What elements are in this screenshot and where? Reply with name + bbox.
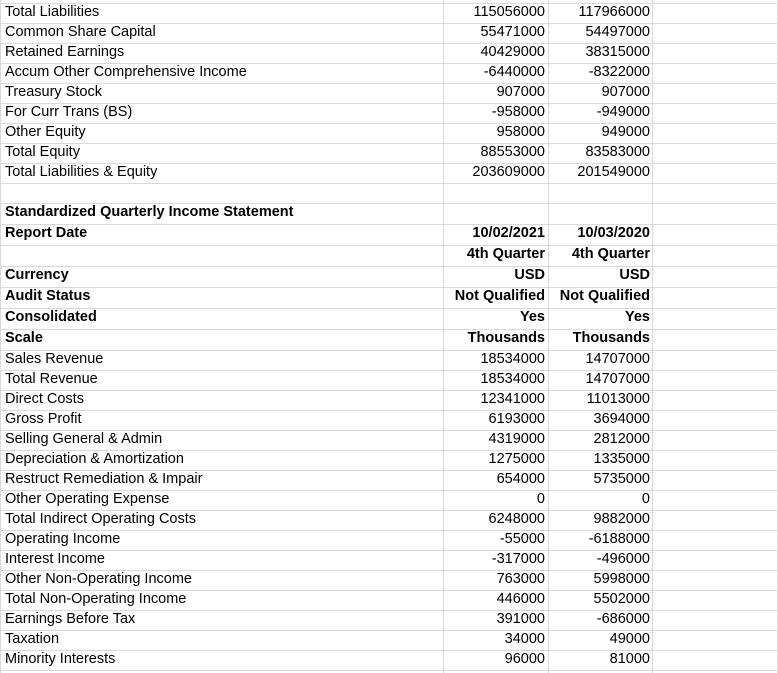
grid-line — [0, 670, 778, 671]
grid-line — [0, 245, 778, 246]
income-row-label[interactable]: Total Indirect Operating Costs — [5, 511, 197, 527]
income-row-label[interactable]: Taxation — [5, 631, 60, 647]
grid-line — [0, 308, 778, 309]
income-header-row-value-2021[interactable]: Not Qualified — [454, 288, 545, 304]
income-row-value-2020[interactable]: 0 — [641, 491, 650, 507]
balance-row-value-2021[interactable]: 55471000 — [480, 24, 545, 40]
income-row-value-2020[interactable]: -6188000 — [588, 531, 650, 547]
grid-line — [0, 550, 778, 551]
balance-row-label[interactable]: Total Liabilities & Equity — [5, 164, 158, 180]
balance-row-value-2020[interactable]: 949000 — [601, 124, 650, 140]
income-header-row-label[interactable]: Scale — [5, 330, 43, 346]
grid-line — [0, 266, 778, 267]
balance-row-label[interactable]: Accum Other Comprehensive Income — [5, 64, 247, 80]
income-row-label[interactable]: Selling General & Admin — [5, 431, 163, 447]
income-row-value-2020[interactable]: 3694000 — [593, 411, 650, 427]
grid-line — [0, 287, 778, 288]
grid-line — [0, 410, 778, 411]
grid-line — [0, 143, 778, 144]
balance-row-label[interactable]: Other Equity — [5, 124, 86, 140]
income-row-label[interactable]: Direct Costs — [5, 391, 84, 407]
report-date-label[interactable]: Report Date — [5, 225, 88, 241]
balance-row-value-2020[interactable]: -8322000 — [588, 64, 650, 80]
grid-line — [0, 329, 778, 330]
income-row-value-2020[interactable]: 14707000 — [585, 351, 650, 367]
grid-line — [443, 0, 444, 673]
income-row-value-2021[interactable]: 6248000 — [488, 511, 545, 527]
income-row-label[interactable]: Earnings Before Tax — [5, 611, 136, 627]
income-row-label[interactable]: Sales Revenue — [5, 351, 104, 367]
income-row-value-2021[interactable]: -317000 — [491, 551, 545, 567]
income-row-value-2020[interactable]: 5735000 — [593, 471, 650, 487]
balance-row-value-2020[interactable]: 54497000 — [585, 24, 650, 40]
income-row-label[interactable]: Total Non-Operating Income — [5, 591, 187, 607]
grid-line — [0, 650, 778, 651]
income-row-label[interactable]: Other Operating Expense — [5, 491, 170, 507]
balance-row-label[interactable]: Retained Earnings — [5, 44, 125, 60]
grid-line — [0, 83, 778, 84]
income-row-value-2020[interactable]: 11013000 — [586, 391, 650, 407]
income-row-value-2020[interactable]: 81000 — [609, 651, 650, 667]
income-row-value-2021[interactable]: 18534000 — [480, 371, 545, 387]
income-header-row-value-2021[interactable]: USD — [514, 267, 545, 283]
grid-line — [0, 3, 778, 4]
balance-row-label[interactable]: Common Share Capital — [5, 24, 156, 40]
income-header-row-value-2020[interactable]: Thousands — [572, 330, 650, 346]
grid-line — [0, 370, 778, 371]
income-row-value-2021[interactable]: -55000 — [499, 531, 545, 547]
balance-row-label[interactable]: Total Equity — [5, 144, 80, 160]
income-row-value-2020[interactable]: 5998000 — [593, 571, 650, 587]
income-header-row-value-2020[interactable]: Not Qualified — [559, 288, 650, 304]
balance-row-value-2020[interactable]: 201549000 — [577, 164, 650, 180]
grid-line — [0, 630, 778, 631]
grid-line — [0, 224, 778, 225]
income-row-value-2020[interactable]: 14707000 — [585, 371, 650, 387]
balance-row-label[interactable]: Total Liabilities — [5, 4, 100, 20]
income-statement-title[interactable]: Standardized Quarterly Income Statement — [5, 204, 294, 220]
income-row-value-2020[interactable]: 1335000 — [593, 451, 650, 467]
grid-line — [652, 0, 653, 673]
balance-row-value-2021[interactable]: 40429000 — [480, 44, 545, 60]
income-row-value-2020[interactable]: 2812000 — [593, 431, 650, 447]
grid-line — [0, 390, 778, 391]
income-row-value-2021[interactable]: 4319000 — [488, 431, 545, 447]
balance-row-label[interactable]: Treasury Stock — [5, 84, 102, 100]
income-row-label[interactable]: Interest Income — [5, 551, 105, 567]
income-header-row-value-2021[interactable]: 4th Quarter — [466, 246, 545, 262]
income-header-row-value-2020[interactable]: USD — [619, 267, 650, 283]
income-header-row-value-2020[interactable]: Yes — [625, 309, 650, 325]
grid-line — [0, 350, 778, 351]
income-row-value-2020[interactable]: -496000 — [596, 551, 650, 567]
income-header-row-value-2020[interactable]: 4th Quarter — [571, 246, 650, 262]
grid-line — [548, 0, 549, 673]
income-header-row-value-2021[interactable]: 10/02/2021 — [472, 225, 545, 241]
balance-row-value-2021[interactable]: 88553000 — [480, 144, 545, 160]
balance-row-value-2020[interactable]: -949000 — [596, 104, 650, 120]
income-row-label[interactable]: Restruct Remediation & Impair — [5, 471, 203, 487]
income-row-label[interactable]: Total Revenue — [5, 371, 98, 387]
income-header-row-label[interactable]: Audit Status — [5, 288, 91, 304]
income-row-value-2020[interactable]: 49000 — [609, 631, 650, 647]
income-row-value-2021[interactable]: 654000 — [496, 471, 545, 487]
income-row-value-2021[interactable]: 96000 — [504, 651, 545, 667]
income-row-value-2021[interactable]: 12341000 — [480, 391, 545, 407]
income-row-label[interactable]: Depreciation & Amortization — [5, 451, 184, 467]
balance-row-value-2021[interactable]: -958000 — [491, 104, 545, 120]
income-row-value-2021[interactable]: 18534000 — [480, 351, 545, 367]
income-row-value-2021[interactable]: 6193000 — [488, 411, 545, 427]
income-row-label[interactable]: Minority Interests — [5, 651, 116, 667]
income-header-row-value-2021[interactable]: Thousands — [467, 330, 545, 346]
income-row-label[interactable]: Operating Income — [5, 531, 121, 547]
balance-row-value-2021[interactable]: 203609000 — [472, 164, 545, 180]
income-row-value-2021[interactable]: 446000 — [496, 591, 545, 607]
grid-line — [0, 0, 1, 673]
income-header-row-label[interactable]: Consolidated — [5, 309, 97, 325]
balance-row-label[interactable]: For Curr Trans (BS) — [5, 104, 133, 120]
income-row-value-2020[interactable]: 9882000 — [593, 511, 650, 527]
income-row-value-2021[interactable]: 1275000 — [488, 451, 545, 467]
income-row-value-2020[interactable]: -686000 — [596, 611, 650, 627]
balance-row-value-2020[interactable]: 117966000 — [578, 4, 650, 20]
income-row-label[interactable]: Other Non-Operating Income — [5, 571, 192, 587]
income-row-value-2020[interactable]: 5502000 — [593, 591, 650, 607]
income-header-row-value-2020[interactable]: 10/03/2020 — [577, 225, 650, 241]
balance-row-value-2020[interactable]: 83583000 — [585, 144, 650, 160]
income-header-row-value-2021[interactable]: Yes — [520, 309, 545, 325]
balance-row-value-2021[interactable]: -6440000 — [483, 64, 545, 80]
income-row-value-2021[interactable]: 391000 — [496, 611, 545, 627]
balance-row-value-2021[interactable]: 115056000 — [473, 4, 545, 20]
balance-row-value-2021[interactable]: 907000 — [496, 84, 545, 100]
grid-line — [0, 183, 778, 184]
balance-row-value-2020[interactable]: 38315000 — [585, 44, 650, 60]
income-row-value-2021[interactable]: 763000 — [496, 571, 545, 587]
income-row-value-2021[interactable]: 34000 — [504, 631, 545, 647]
income-row-value-2021[interactable]: 0 — [536, 491, 545, 507]
income-header-row-label[interactable]: Currency — [5, 267, 69, 283]
income-row-label[interactable]: Gross Profit — [5, 411, 82, 427]
balance-row-value-2021[interactable]: 958000 — [496, 124, 545, 140]
balance-row-value-2020[interactable]: 907000 — [601, 84, 650, 100]
grid-line — [0, 123, 778, 124]
